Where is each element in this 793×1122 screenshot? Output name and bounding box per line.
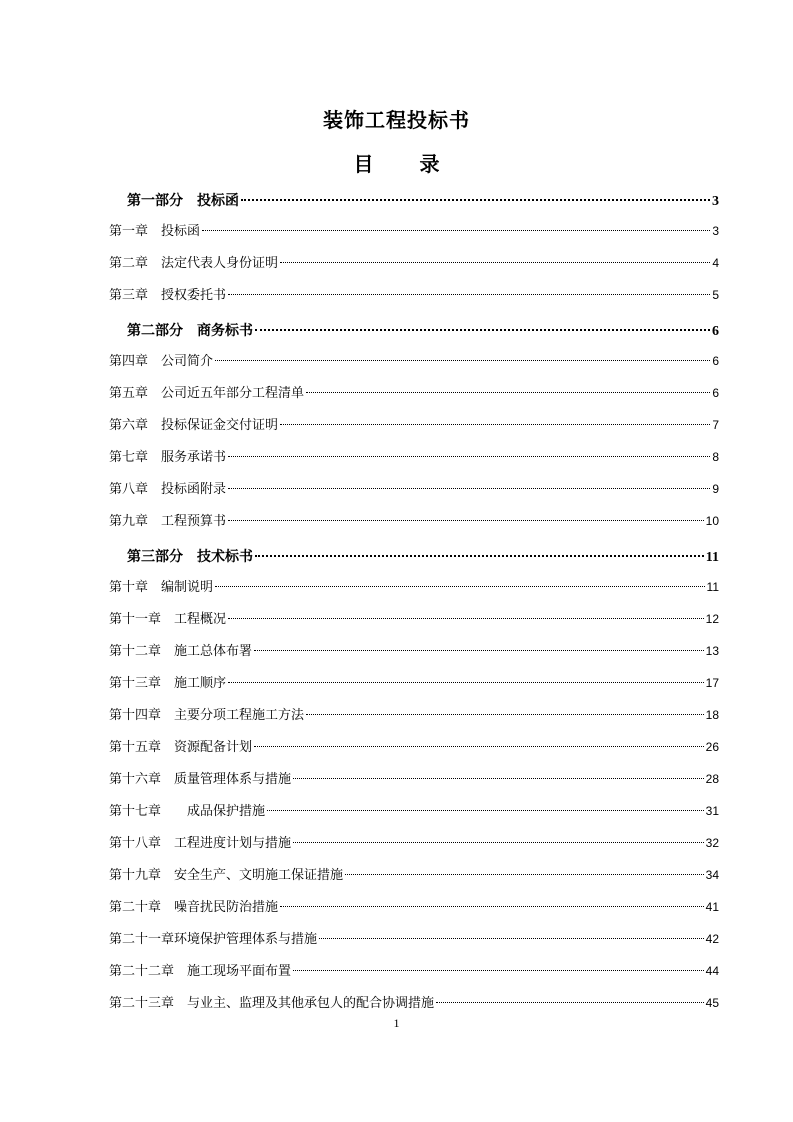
toc-entry-spacer (161, 799, 187, 825)
toc-entry-title: 授权委托书 (161, 288, 227, 303)
toc-chapter-entry[interactable] (109, 606, 719, 638)
toc-dot-leader (293, 842, 704, 843)
toc-entry-title: 成品保护措施 (187, 804, 266, 819)
toc-part-entry[interactable] (109, 318, 719, 348)
toc-entry-title: 编制说明 (161, 580, 214, 595)
toc-entry-page: 6 (712, 324, 719, 339)
toc-entry-title: 公司近五年部分工程清单 (161, 386, 305, 401)
toc-entry-title: 资源配备计划 (174, 740, 253, 755)
toc-entry-number: 第一部分 (127, 193, 183, 209)
toc-entry-spacer (183, 188, 197, 214)
toc-entry-number: 第四章 (109, 354, 149, 369)
toc-entry-spacer (148, 219, 161, 245)
toc-entry-number: 第二十一章 (109, 932, 175, 947)
toc-entry-title: 服务承诺书 (161, 450, 227, 465)
toc-dot-leader (280, 424, 710, 425)
toc-dot-leader (228, 682, 704, 683)
toc-entry-page: 26 (705, 740, 719, 754)
toc-dot-leader (228, 294, 710, 295)
toc-entry-spacer (148, 381, 161, 407)
toc-entry-number: 第八章 (109, 482, 149, 497)
toc-chapter-entry[interactable] (109, 218, 719, 250)
toc-part-entry[interactable] (109, 188, 719, 218)
toc-dot-leader (267, 810, 704, 811)
toc-entry-spacer (148, 349, 161, 375)
toc-entry-number: 第三部分 (127, 549, 183, 565)
toc-dot-leader (293, 970, 704, 971)
toc-entry-title: 施工现场平面布置 (187, 964, 292, 979)
toc-dot-leader (436, 1002, 704, 1003)
toc-chapter-entry[interactable] (109, 380, 719, 412)
toc-entry-spacer (161, 863, 174, 889)
toc-heading-left: 目 (353, 152, 374, 176)
toc-entry-page: 28 (705, 772, 719, 786)
toc-entry-title: 技术标书 (197, 549, 253, 565)
toc-entry-title: 投标函 (197, 193, 239, 209)
toc-chapter-entry[interactable] (109, 670, 719, 702)
toc-dot-leader (345, 874, 704, 875)
toc-entry-number: 第十二章 (109, 644, 162, 659)
toc-entry-page: 17 (705, 676, 719, 690)
toc-entry-spacer (161, 671, 174, 697)
toc-entry-spacer (183, 318, 197, 344)
toc-heading-right: 录 (419, 152, 440, 176)
toc-entry-number: 第二十三章 (109, 996, 175, 1011)
toc-dot-leader (306, 392, 710, 393)
toc-chapter-entry[interactable] (109, 412, 719, 444)
toc-chapter-entry[interactable] (109, 702, 719, 734)
toc-entry-page: 12 (705, 612, 719, 626)
toc-dot-leader (228, 618, 704, 619)
toc-dot-leader (255, 329, 710, 331)
toc-entry-spacer (148, 251, 161, 277)
toc-dot-leader (280, 262, 710, 263)
toc-dot-leader (228, 520, 704, 521)
toc-entry-number: 第七章 (109, 450, 149, 465)
toc-entry-page: 13 (705, 644, 719, 658)
table-of-contents (109, 188, 719, 1022)
toc-dot-leader (255, 555, 704, 557)
toc-entry-number: 第十一章 (109, 612, 162, 627)
toc-entry-title: 环境保护管理体系与措施 (174, 932, 318, 947)
toc-entry-number: 第二章 (109, 256, 149, 271)
toc-entry-number: 第十七章 (109, 804, 162, 819)
toc-dot-leader (280, 906, 704, 907)
toc-entry-spacer (174, 991, 187, 1017)
toc-entry-spacer (161, 607, 174, 633)
toc-entry-page: 31 (705, 804, 719, 818)
toc-entry-page: 3 (712, 194, 719, 209)
toc-entry-number: 第一章 (109, 224, 149, 239)
toc-entry-spacer (148, 477, 161, 503)
toc-entry-number: 第十三章 (109, 676, 162, 691)
toc-chapter-entry[interactable] (109, 734, 719, 766)
toc-entry-page: 11 (706, 580, 719, 594)
toc-entry-number: 第二部分 (127, 323, 183, 339)
toc-dot-leader (215, 586, 704, 587)
toc-dot-leader (254, 746, 704, 747)
toc-entry-title: 投标保证金交付证明 (161, 418, 279, 433)
toc-chapter-entry[interactable] (109, 894, 719, 926)
toc-entry-spacer (148, 283, 161, 309)
toc-entry-number: 第十九章 (109, 868, 162, 883)
toc-entry-page: 10 (705, 514, 719, 528)
toc-entry-title: 工程概况 (174, 612, 227, 627)
toc-entry-number: 第九章 (109, 514, 149, 529)
toc-entry-number: 第二十章 (109, 900, 162, 915)
toc-entry-spacer (148, 509, 161, 535)
toc-chapter-entry[interactable] (109, 250, 719, 282)
toc-entry-spacer (174, 959, 187, 985)
toc-entry-spacer (148, 575, 161, 601)
toc-entry-number: 第十章 (109, 580, 149, 595)
toc-entry-page: 7 (712, 418, 719, 432)
toc-entry-number: 第五章 (109, 386, 149, 401)
toc-entry-title: 公司简介 (161, 354, 214, 369)
toc-chapter-entry[interactable] (109, 958, 719, 990)
toc-entry-title: 投标函附录 (161, 482, 227, 497)
toc-dot-leader (319, 938, 704, 939)
toc-chapter-entry[interactable] (109, 282, 719, 314)
toc-entry-title: 施工总体布署 (174, 644, 253, 659)
toc-entry-spacer (148, 413, 161, 439)
toc-entry-spacer (183, 544, 197, 570)
toc-entry-page: 41 (705, 900, 719, 914)
toc-chapter-entry[interactable] (109, 926, 719, 958)
document-title: 装饰工程投标书 (323, 108, 470, 132)
toc-entry-number: 第六章 (109, 418, 149, 433)
toc-entry-title: 与业主、监理及其他承包人的配合协调措施 (187, 996, 435, 1011)
toc-entry-title: 投标函 (161, 224, 201, 239)
toc-entry-title: 工程进度计划与措施 (174, 836, 292, 851)
toc-entry-page: 11 (705, 550, 719, 565)
toc-entry-page: 4 (712, 256, 719, 270)
toc-entry-page: 5 (712, 288, 719, 302)
toc-dot-leader (241, 199, 710, 201)
toc-entry-page: 42 (705, 932, 719, 946)
toc-entry-spacer (161, 703, 174, 729)
toc-entry-page: 3 (712, 224, 719, 238)
toc-entry-page: 6 (712, 354, 719, 368)
toc-entry-number: 第十八章 (109, 836, 162, 851)
toc-dot-leader (228, 456, 710, 457)
toc-chapter-entry[interactable] (109, 476, 719, 508)
page-number: 1 (393, 1016, 400, 1030)
toc-entry-page: 6 (712, 386, 719, 400)
toc-entry-page: 44 (705, 964, 719, 978)
toc-entry-title: 主要分项工程施工方法 (174, 708, 305, 723)
toc-entry-title: 商务标书 (197, 323, 253, 339)
toc-chapter-entry[interactable] (109, 444, 719, 476)
toc-dot-leader (202, 230, 710, 231)
toc-entry-page: 34 (705, 868, 719, 882)
toc-entry-spacer (161, 831, 174, 857)
toc-entry-page: 9 (712, 482, 719, 496)
toc-chapter-entry[interactable] (109, 798, 719, 830)
toc-entry-title: 安全生产、文明施工保证措施 (174, 868, 344, 883)
toc-entry-page: 45 (705, 996, 719, 1010)
toc-chapter-entry[interactable] (109, 638, 719, 670)
toc-chapter-entry[interactable] (109, 508, 719, 540)
toc-chapter-entry[interactable] (109, 830, 719, 862)
toc-entry-spacer (161, 639, 174, 665)
toc-entry-number: 第十六章 (109, 772, 162, 787)
toc-dot-leader (293, 778, 704, 779)
toc-entry-title: 法定代表人身份证明 (161, 256, 279, 271)
toc-part-entry[interactable] (109, 544, 719, 574)
toc-entry-spacer (161, 735, 174, 761)
toc-chapter-entry[interactable] (109, 348, 719, 380)
toc-entry-page: 18 (705, 708, 719, 722)
toc-entry-page: 8 (712, 450, 719, 464)
toc-heading (0, 148, 793, 177)
toc-entry-title: 工程预算书 (161, 514, 227, 529)
toc-dot-leader (228, 488, 710, 489)
toc-entry-spacer (161, 767, 174, 793)
toc-entry-number: 第十五章 (109, 740, 162, 755)
toc-entry-number: 第十四章 (109, 708, 162, 723)
toc-entry-spacer (161, 895, 174, 921)
toc-dot-leader (215, 360, 710, 361)
toc-chapter-entry[interactable] (109, 766, 719, 798)
toc-entry-title: 施工顺序 (174, 676, 227, 691)
toc-entry-title: 质量管理体系与措施 (174, 772, 292, 787)
toc-dot-leader (306, 714, 704, 715)
toc-entry-number: 第二十二章 (109, 964, 175, 979)
toc-chapter-entry[interactable] (109, 574, 719, 606)
toc-dot-leader (254, 650, 704, 651)
toc-chapter-entry[interactable] (109, 862, 719, 894)
toc-entry-title: 噪音扰民防治措施 (174, 900, 279, 915)
toc-entry-page: 32 (705, 836, 719, 850)
toc-entry-spacer (148, 445, 161, 471)
toc-entry-number: 第三章 (109, 288, 149, 303)
